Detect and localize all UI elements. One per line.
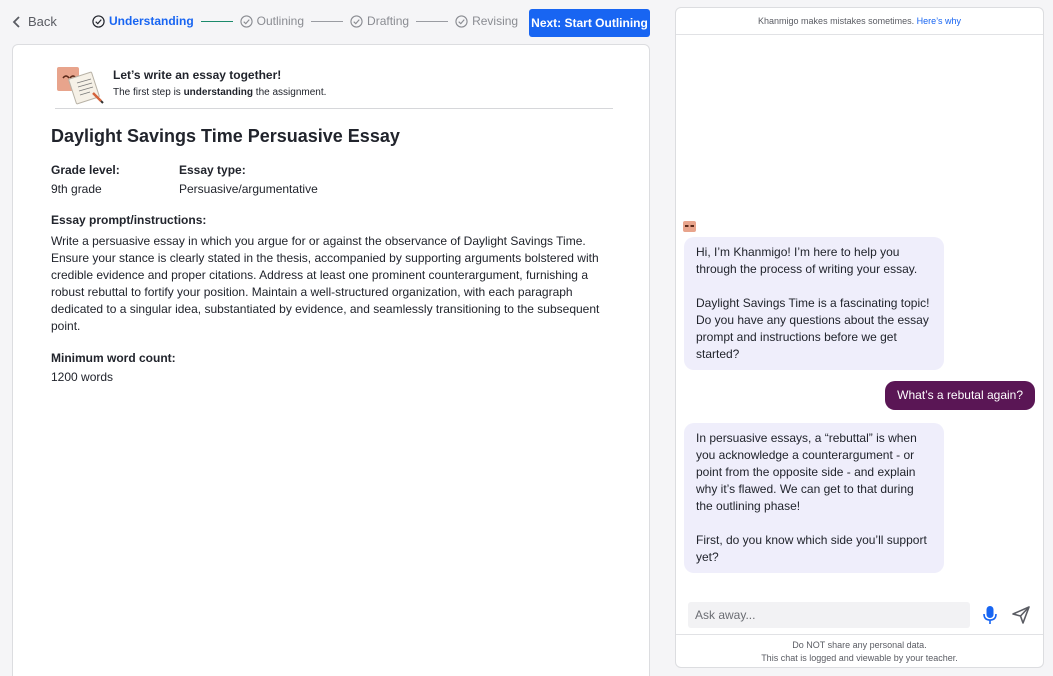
essay-title: Daylight Savings Time Persuasive Essay (51, 126, 400, 146)
khanmigo-avatar-icon (683, 221, 696, 232)
intro-subtitle: The first step is understanding the assignment. (113, 87, 327, 98)
step-connector (416, 21, 448, 22)
intro-title: Let’s write an essay together! (113, 68, 282, 82)
step-connector (201, 21, 233, 22)
check-circle-icon (455, 15, 468, 28)
send-icon[interactable] (1011, 605, 1031, 625)
essay-prompt-label: Essay prompt/instructions: (51, 213, 207, 227)
microphone-icon[interactable] (982, 605, 998, 625)
heres-why-link[interactable]: Here’s why (916, 16, 961, 26)
bot-message: In persuasive essays, a “rebuttal” is when you acknowledge a counterargument - or point from the opposite side - and explain why it’s flawed. We can get to that during the outlining phase! First, do you know which side you’ll support yet? (684, 423, 944, 573)
step-label: Drafting (367, 14, 410, 28)
next-start-outlining-button[interactable]: Next: Start Outlining (529, 9, 650, 37)
chat-input[interactable] (688, 602, 970, 628)
progress-stepper (92, 14, 518, 28)
grade-level-value: 9th grade (51, 182, 102, 196)
step-outlining[interactable] (240, 14, 304, 28)
chat-footer: Do NOT share any personal data. This chat is logged and viewable by your teacher. (676, 634, 1043, 668)
assignment-card (12, 44, 650, 676)
grade-level-label: Grade level: (51, 163, 120, 177)
step-label: Revising (472, 14, 519, 28)
step-label: Outlining (256, 14, 305, 28)
back-button[interactable] (12, 14, 57, 29)
check-circle-icon (92, 15, 105, 28)
essay-type-value: Persuasive/argumentative (179, 182, 318, 196)
step-drafting[interactable] (350, 14, 409, 28)
top-bar (0, 0, 662, 44)
check-circle-icon (240, 15, 253, 28)
chevron-left-icon (12, 16, 22, 28)
back-label: Back (28, 14, 57, 29)
min-word-count-value: 1200 words (51, 370, 114, 384)
bot-message: Hi, I’m Khanmigo! I’m here to help you through the process of writing your essay. Daylight Savings Time is a fascinating topic! Do you have any questions about the essay prompt and instructions before we get started? (684, 237, 944, 370)
user-message: What’s a rebutal again? (885, 381, 1035, 410)
essay-type-label: Essay type: (179, 163, 246, 177)
step-revising[interactable] (455, 14, 518, 28)
essay-writing-icon (55, 65, 107, 105)
khanmigo-chat-panel (675, 7, 1044, 668)
intro-banner (55, 65, 613, 109)
step-label: Understanding (109, 14, 194, 28)
step-connector (311, 21, 343, 22)
step-understanding[interactable] (92, 14, 194, 28)
min-word-count-label: Minimum word count: (51, 351, 176, 365)
check-circle-icon (350, 15, 363, 28)
essay-prompt-text: Write a persuasive essay in which you argue for or against the observance of Daylight Savings Time. Ensure your stance is clearly stated in the thesis, accompanied by supporting arguments bolstered with credible evidence and proper citations. Address at least one prominent counterargument, furnishing a robust rebuttal to fortify your position. Maintain a well-structured organization, with each paragraph dedicated to a singular idea, substantiated by evidence, and seamlessly transitioning to the subsequent point. (51, 234, 600, 333)
chat-disclaimer: Khanmigo makes mistakes sometimes. Here’s why (676, 8, 1043, 35)
